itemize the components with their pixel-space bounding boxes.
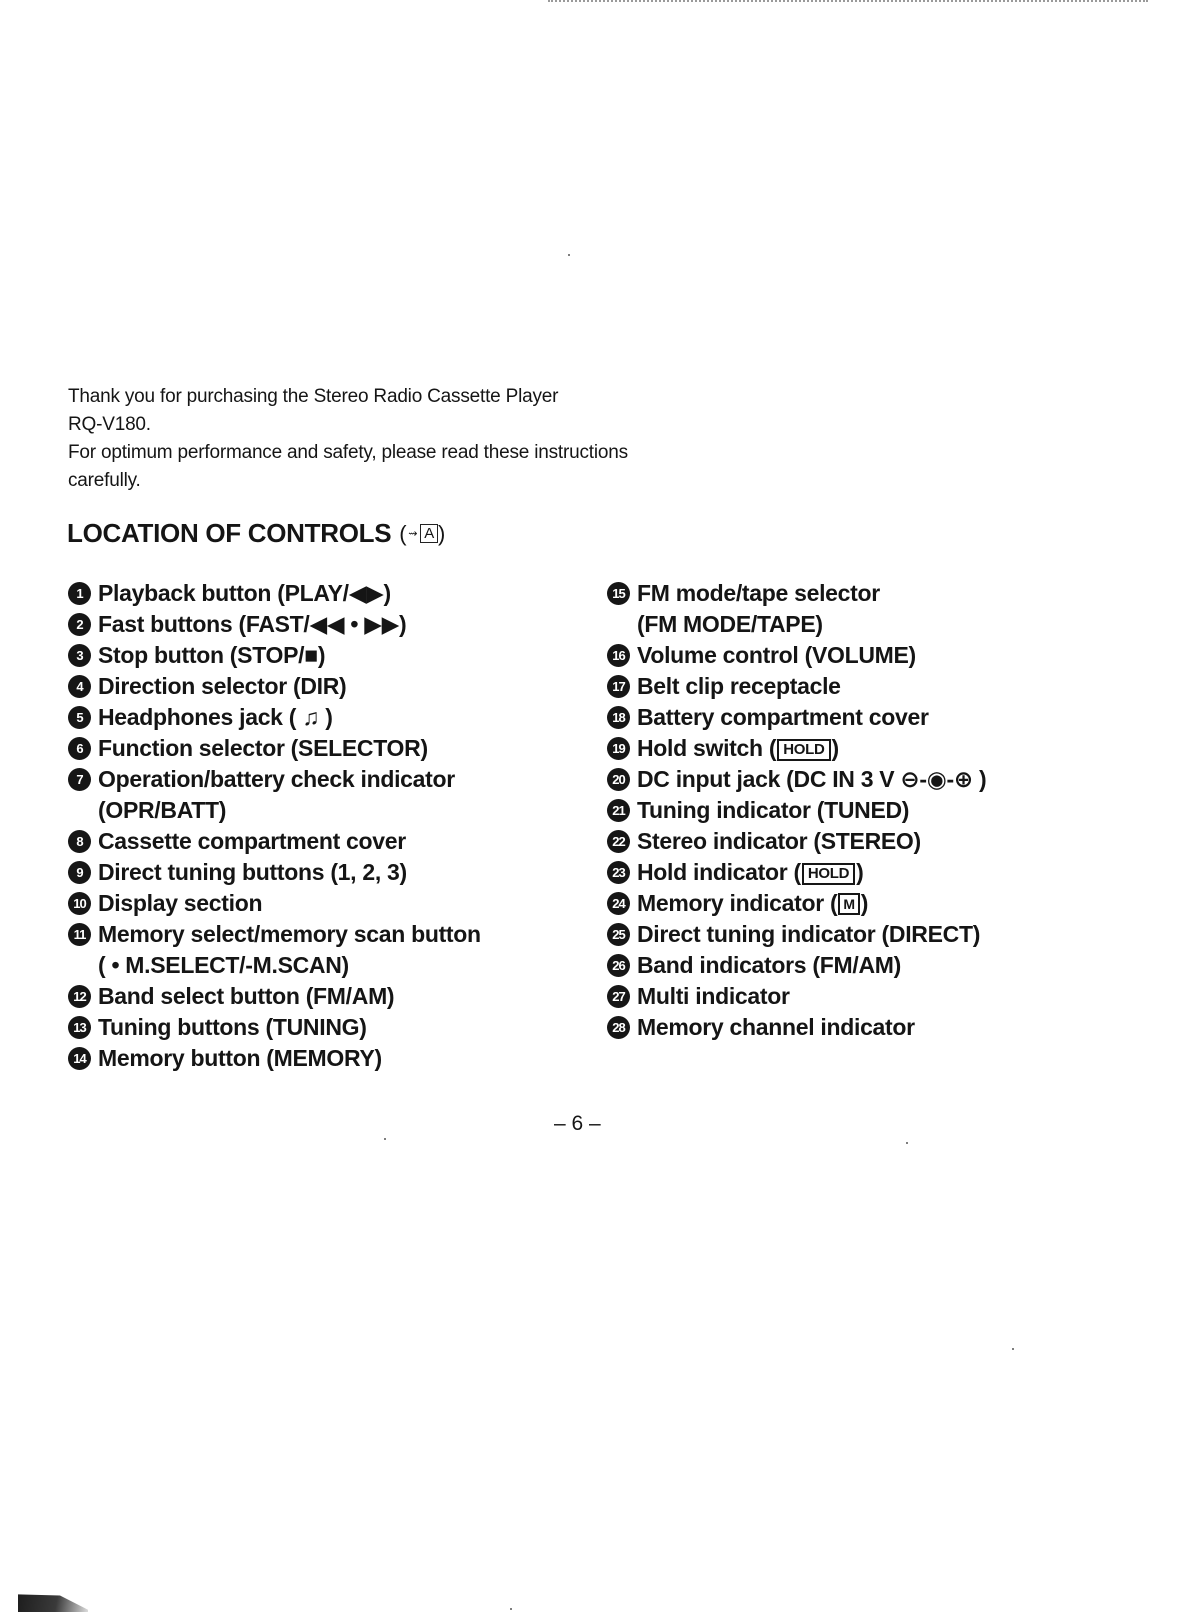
control-label — [637, 888, 868, 919]
control-label: Band select button (FM/AM) — [98, 983, 395, 1009]
figure-reference — [399, 521, 445, 547]
top-edge-rule — [548, 0, 1148, 2]
control-item — [68, 981, 568, 1012]
number-badge: 11 — [68, 923, 91, 946]
hold-box-icon: HOLD — [802, 863, 855, 885]
control-label: Volume control (VOLUME) — [637, 642, 916, 668]
number-badge: 14 — [68, 1047, 91, 1070]
section-heading — [67, 518, 445, 549]
control-item — [68, 1012, 568, 1043]
control-item — [68, 888, 568, 919]
scan-speck — [906, 1142, 908, 1144]
control-item — [607, 671, 1167, 702]
control-item — [607, 1012, 1167, 1043]
number-badge: 15 — [607, 582, 630, 605]
number-badge: 22 — [607, 830, 630, 853]
controls-list-left — [68, 578, 568, 1074]
number-badge: 21 — [607, 799, 630, 822]
control-item — [68, 578, 568, 609]
control-label-continued: ( • M.SELECT/-M.SCAN) — [98, 952, 349, 978]
number-badge: 28 — [607, 1016, 630, 1039]
control-label: Headphones jack ( ♫ ) — [98, 704, 333, 730]
control-item — [607, 640, 1167, 671]
label-prefix: Hold switch ( — [637, 735, 777, 761]
page-number: – 6 – — [554, 1112, 601, 1135]
control-label: Belt clip receptacle — [637, 673, 841, 699]
control-label — [637, 733, 839, 764]
number-badge: 5 — [68, 706, 91, 729]
control-item — [68, 702, 568, 733]
number-badge: 24 — [607, 892, 630, 915]
control-label: Direction selector (DIR) — [98, 673, 347, 699]
control-item — [68, 733, 568, 764]
control-item — [607, 888, 1167, 919]
control-item — [607, 919, 1167, 950]
corner-scan-mark — [18, 1590, 88, 1612]
control-label-continued: (OPR/BATT) — [98, 797, 227, 823]
number-badge: 25 — [607, 923, 630, 946]
control-label: Fast buttons (FAST/◀◀ • ▶▶) — [98, 611, 407, 637]
scan-speck — [568, 254, 570, 256]
number-badge: 1 — [68, 582, 91, 605]
intro-text — [68, 383, 788, 495]
number-badge: 19 — [607, 737, 630, 760]
control-label: Tuning indicator (TUNED) — [637, 797, 910, 823]
control-item — [607, 795, 1167, 826]
number-badge: 20 — [607, 768, 630, 791]
control-item — [68, 764, 568, 826]
control-label-continued: (FM MODE/TAPE) — [637, 611, 823, 637]
control-label: DC input jack (DC IN 3 V ⊖-◉-⊕ ) — [637, 766, 987, 792]
intro-line: For optimum performance and safety, please read these instructions — [68, 442, 628, 463]
intro-line: carefully. — [68, 470, 141, 491]
number-badge: 17 — [607, 675, 630, 698]
control-item — [68, 1043, 568, 1074]
control-item — [607, 733, 1167, 764]
label-prefix: Hold indicator ( — [637, 859, 801, 885]
control-item — [607, 950, 1167, 981]
intro-line: RQ-V180. — [68, 414, 151, 435]
number-badge: 26 — [607, 954, 630, 977]
control-label: Stereo indicator (STEREO) — [637, 828, 921, 854]
hold-box-icon: HOLD — [777, 739, 830, 761]
control-label: Playback button (PLAY/◀▶) — [98, 580, 391, 606]
control-label: Operation/battery check indicator — [98, 766, 455, 792]
number-badge: 2 — [68, 613, 91, 636]
control-label: Battery compartment cover — [637, 704, 929, 730]
scan-speck — [384, 1138, 386, 1140]
ref-open: ( — [399, 520, 407, 546]
control-item — [68, 609, 568, 640]
number-badge: 6 — [68, 737, 91, 760]
control-label: Memory channel indicator — [637, 1014, 915, 1040]
number-badge: 8 — [68, 830, 91, 853]
number-badge: 4 — [68, 675, 91, 698]
ref-close: ) — [437, 520, 445, 546]
label-suffix: ) — [831, 735, 839, 761]
number-badge: 23 — [607, 861, 630, 884]
control-item — [68, 640, 568, 671]
control-label: Multi indicator — [637, 983, 790, 1009]
memory-box-icon: M — [838, 893, 859, 915]
intro-line: Thank you for purchasing the Stereo Radio Cassette Player — [68, 386, 559, 407]
number-badge: 10 — [68, 892, 91, 915]
number-badge: 13 — [68, 1016, 91, 1039]
control-label: FM mode/tape selector — [637, 580, 880, 606]
control-item — [607, 857, 1167, 888]
control-label: Direct tuning indicator (DIRECT) — [637, 921, 981, 947]
label-prefix: Memory indicator ( — [637, 890, 838, 916]
control-item — [607, 981, 1167, 1012]
number-badge: 27 — [607, 985, 630, 1008]
number-badge: 16 — [607, 644, 630, 667]
control-label: Memory select/memory scan button — [98, 921, 481, 947]
control-item — [68, 826, 568, 857]
number-badge: 18 — [607, 706, 630, 729]
heading-title: LOCATION OF CONTROLS — [67, 518, 392, 548]
number-badge: 7 — [68, 768, 91, 791]
scan-speck — [1012, 1348, 1014, 1350]
figure-letter: A — [420, 524, 438, 543]
number-badge: 12 — [68, 985, 91, 1008]
control-label: Memory button (MEMORY) — [98, 1045, 382, 1071]
scan-speck — [510, 1608, 512, 1610]
control-label: Cassette compartment cover — [98, 828, 406, 854]
control-label: Function selector (SELECTOR) — [98, 735, 428, 761]
control-label: Stop button (STOP/■) — [98, 642, 326, 668]
control-item — [607, 578, 1167, 640]
control-item — [68, 671, 568, 702]
control-item — [68, 919, 568, 981]
control-label: Direct tuning buttons (1, 2, 3) — [98, 859, 407, 885]
control-label: Tuning buttons (TUNING) — [98, 1014, 367, 1040]
control-item — [607, 826, 1167, 857]
control-label: Band indicators (FM/AM) — [637, 952, 901, 978]
label-suffix: ) — [856, 859, 864, 885]
label-suffix: ) — [860, 890, 869, 916]
controls-list-right — [607, 578, 1167, 1043]
control-item — [68, 857, 568, 888]
control-item — [607, 764, 1167, 795]
control-label: Display section — [98, 890, 263, 916]
number-badge: 9 — [68, 861, 91, 884]
control-label — [637, 857, 864, 888]
number-badge: 3 — [68, 644, 91, 667]
control-item — [607, 702, 1167, 733]
arrow-icon: ⇝ — [408, 528, 418, 540]
